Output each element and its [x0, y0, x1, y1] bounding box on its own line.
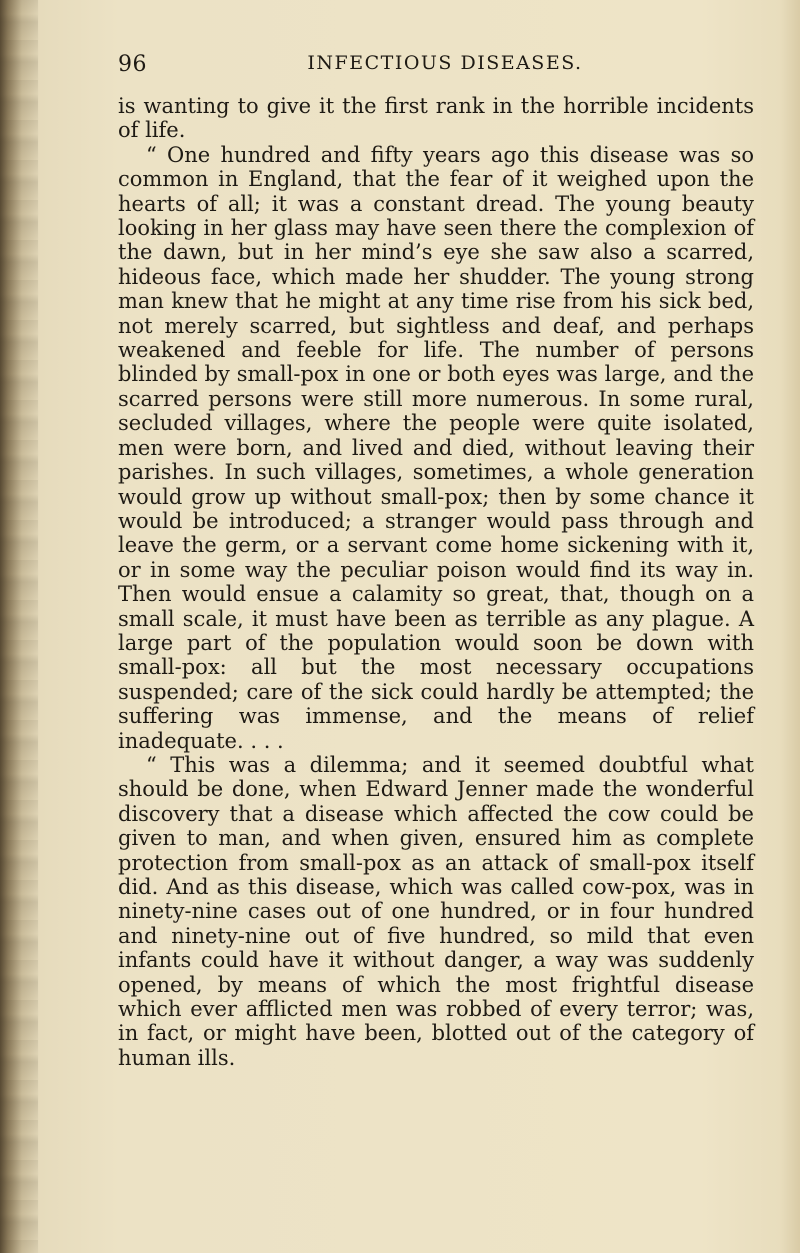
- page-header: [118, 52, 750, 82]
- body-text: [118, 94, 754, 1070]
- page-number: 96: [118, 52, 147, 77]
- paragraph-smallpox-history: “ One hundred and fifty years ago this disease was so common in England, that the fear of it weighed upon the hearts of all; it was a constant dread. The young beauty looking in her glass may have seen there the complexion of the dawn, but in her mind’s eye she saw also a scarred, hideous face, which made her shudder. The young strong man knew that he might at any time rise from his sick bed, not merely scarred, but sightless and deaf, and perhaps weakened and feeble for life. The number of persons blinded by small-pox in one or both eyes was large, and the scarred persons were still more numerous. In some rural, secluded villages, where the people were quite isolated, men were born, and lived and died, without leaving their parishes. In such villages, sometimes, a whole generation would grow up without small-pox; then by some chance it would be introduced; a stranger would pass through and leave the germ, or a servant come home sickening with it, or in some way the peculiar poison would find its way in. Then would ensue a calamity so great, that, though on a small scale, it must have been as terrible as any plague. A large part of the population would soon be down with small-pox: all but the most necessary occupations suspended; care of the sick could hardly be attempted; the suffering was immense, and the means of relief inadequate. . . .: [118, 142, 754, 753]
- binding-gutter: [0, 0, 38, 1253]
- paragraph-jenner-discovery: “ This was a dilemma; and it seemed doubtful what should be done, when Edward Jenner made the wonderful discovery that a disease which affected the cow could be given to man, and when given, ensured him as complete protection from small-pox as an attack of small-pox itself did. And as this disease, which was called cow-pox, was in ninety-nine cases out of one hundred, or in four hundred and ninety-nine out of five hundred, so mild that even infants could have it without danger, a way was suddenly opened, by means of which the most frightful disease which ever afflicted men was robbed of every terror; was, in fact, or might have been, blotted out of the category of human ills.: [118, 752, 754, 1070]
- paragraph-continuation: is wanting to give it the first rank in the horrible incidents of life.: [118, 94, 754, 143]
- running-head: INFECTIOUS DISEASES.: [307, 52, 583, 74]
